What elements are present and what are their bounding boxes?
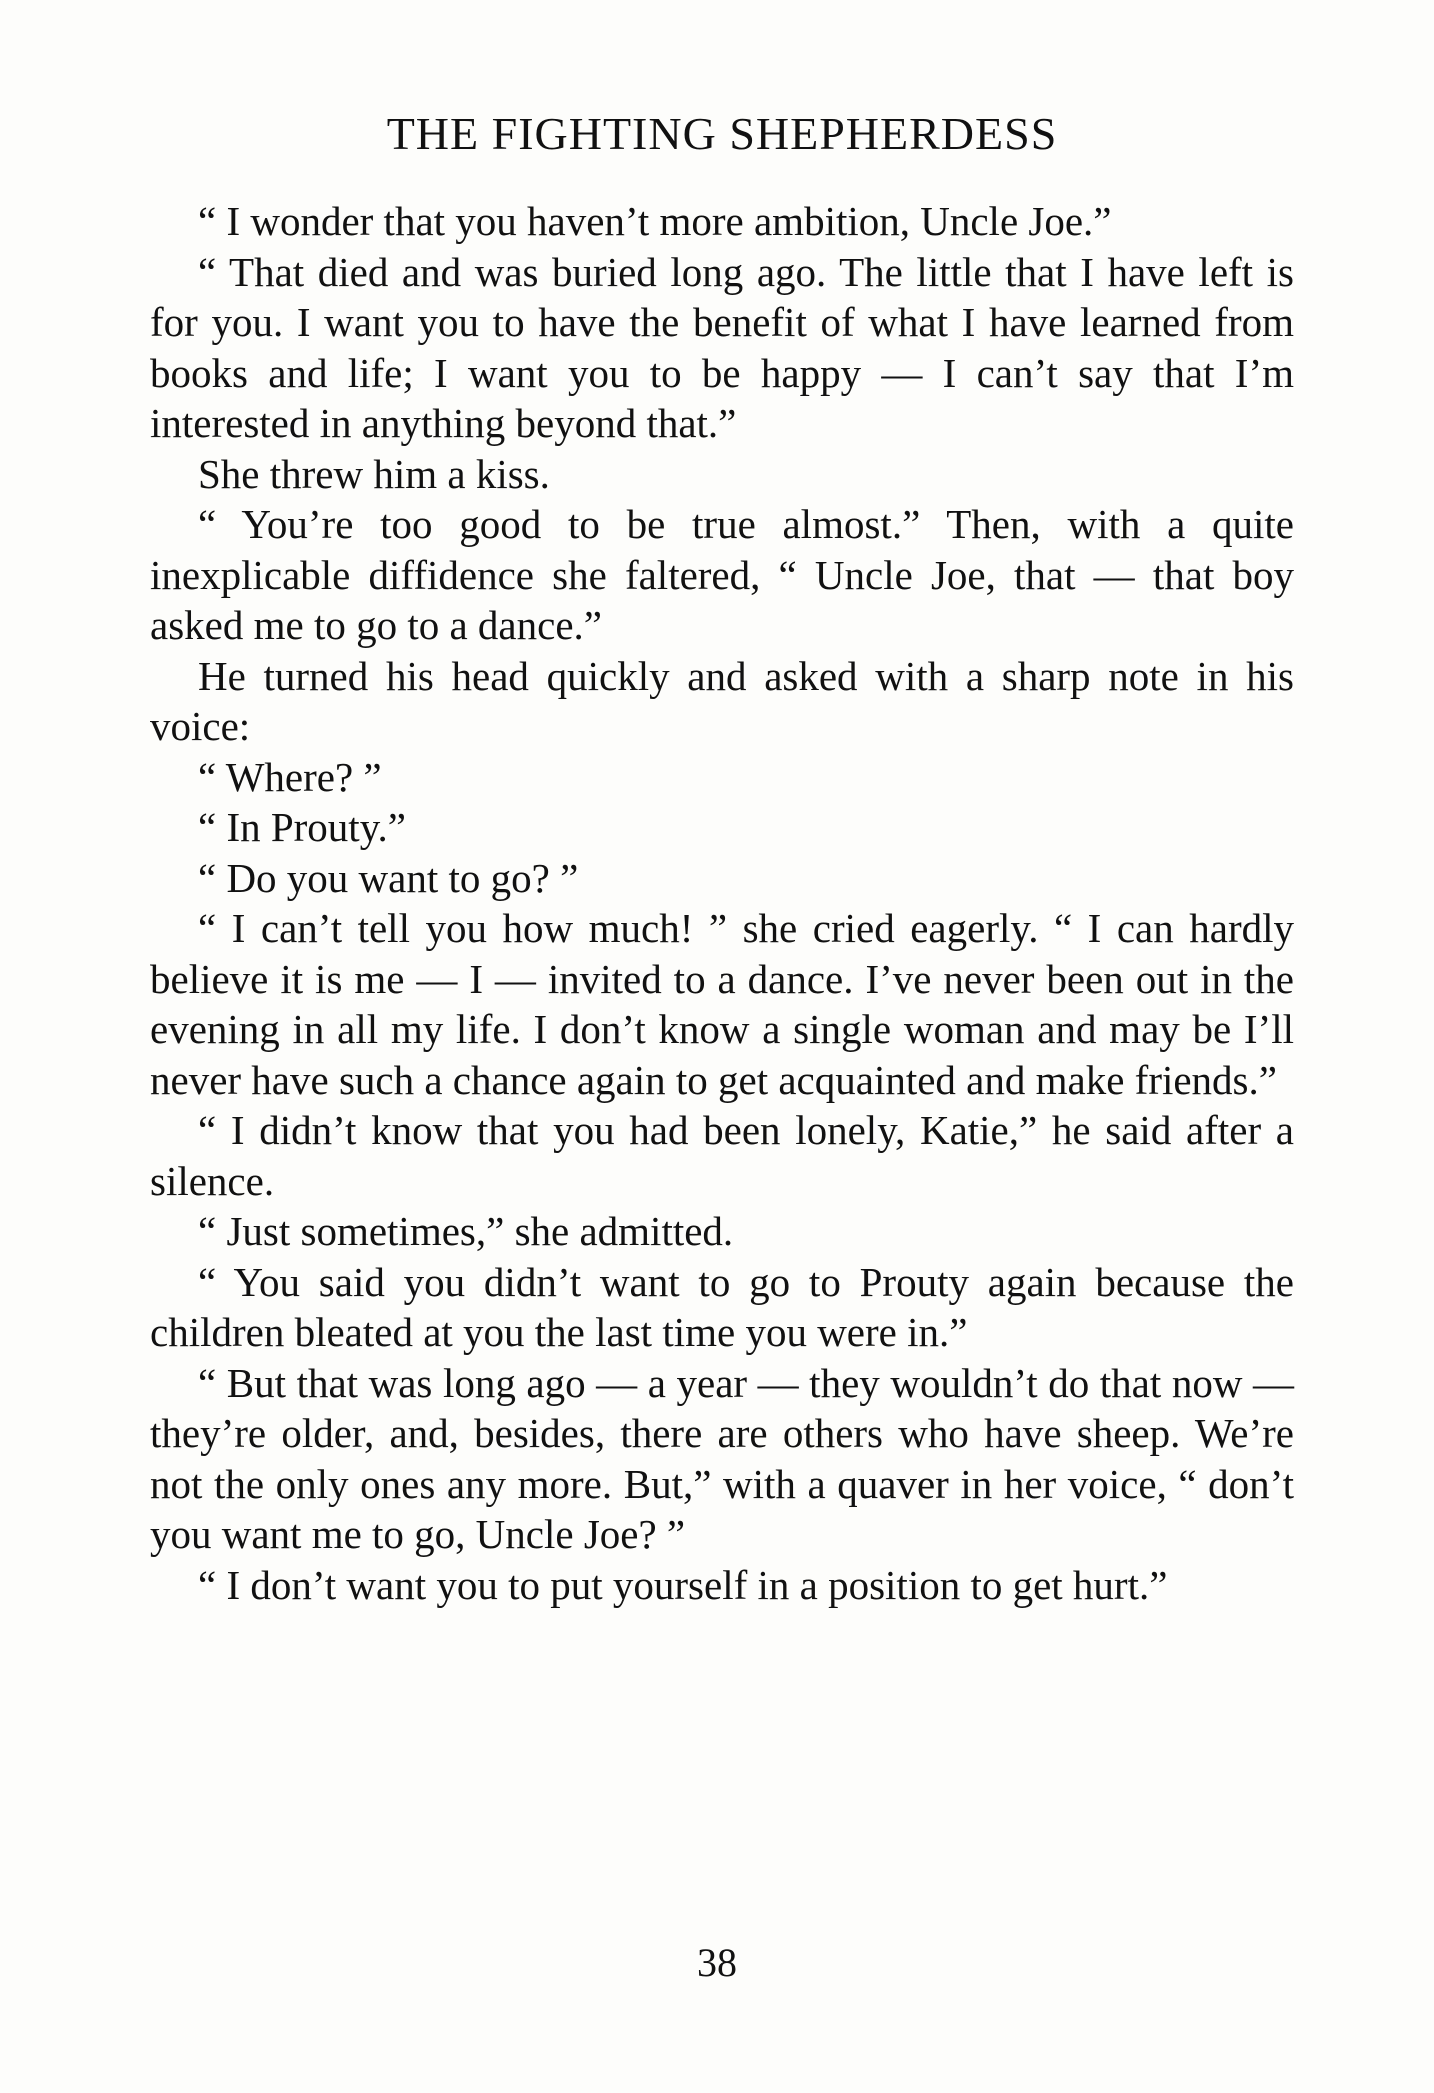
paragraph: “ In Prouty.” xyxy=(198,804,406,850)
paragraph: “ You’re too good to be true almost.” Then, with a quite inexplicable diffidence she faltered, “ Uncle Joe, that — that boy asked me to go to a dance.” xyxy=(150,501,1294,648)
paragraph: “ You said you didn’t want to go to Prouty again because the children bleated at you the last time you were in.” xyxy=(150,1258,1294,1355)
paragraph: “ Do you want to go? ” xyxy=(198,854,579,901)
page-number: 38 xyxy=(697,1940,737,1985)
paragraph: “ I can’t tell you how much! ” she cried eagerly. “ I can hardly believe it is me — I — invited to a dance. I’ve never been out in the evening in all my life. I don’t know a single woman and may be I’ll never have such a chance again to get acquainted and make friends.” xyxy=(150,905,1294,1103)
paragraph: “ I don’t want you to put yourself in a position to get hurt.” xyxy=(198,1561,1168,1608)
paragraph: “ That died and was buried long ago. The little that I have left is for you. I want you to have the benefit of what I have learned from books and life; I want you to be happy — I can’t say that I’m interested in anything beyond that.” xyxy=(150,248,1294,446)
paragraph: She threw him a kiss. xyxy=(198,450,550,497)
body-text xyxy=(150,196,1294,1610)
paragraph: “ Where? ” xyxy=(198,753,382,800)
paragraph: “ But that was long ago — a year — they wouldn’t do that now — they’re older, and, besides, there are others who have sheep. We’re not the only ones any more. But,” with a quaver in her voice, “ don’t you want me to go, Uncle Joe? ” xyxy=(150,1359,1294,1557)
paragraph: “ Just sometimes,” she admitted. xyxy=(198,1208,734,1254)
paragraph: “ I didn’t know that you had been lonely, Katie,” he said after a silence. xyxy=(150,1107,1294,1204)
paragraph: “ I wonder that you haven’t more ambition, Uncle Joe.” xyxy=(198,198,1112,244)
running-title: THE FIGHTING SHEPHERDESS xyxy=(386,108,1058,159)
paragraph: He turned his head quickly and asked with a sharp note in his voice: xyxy=(150,652,1294,749)
